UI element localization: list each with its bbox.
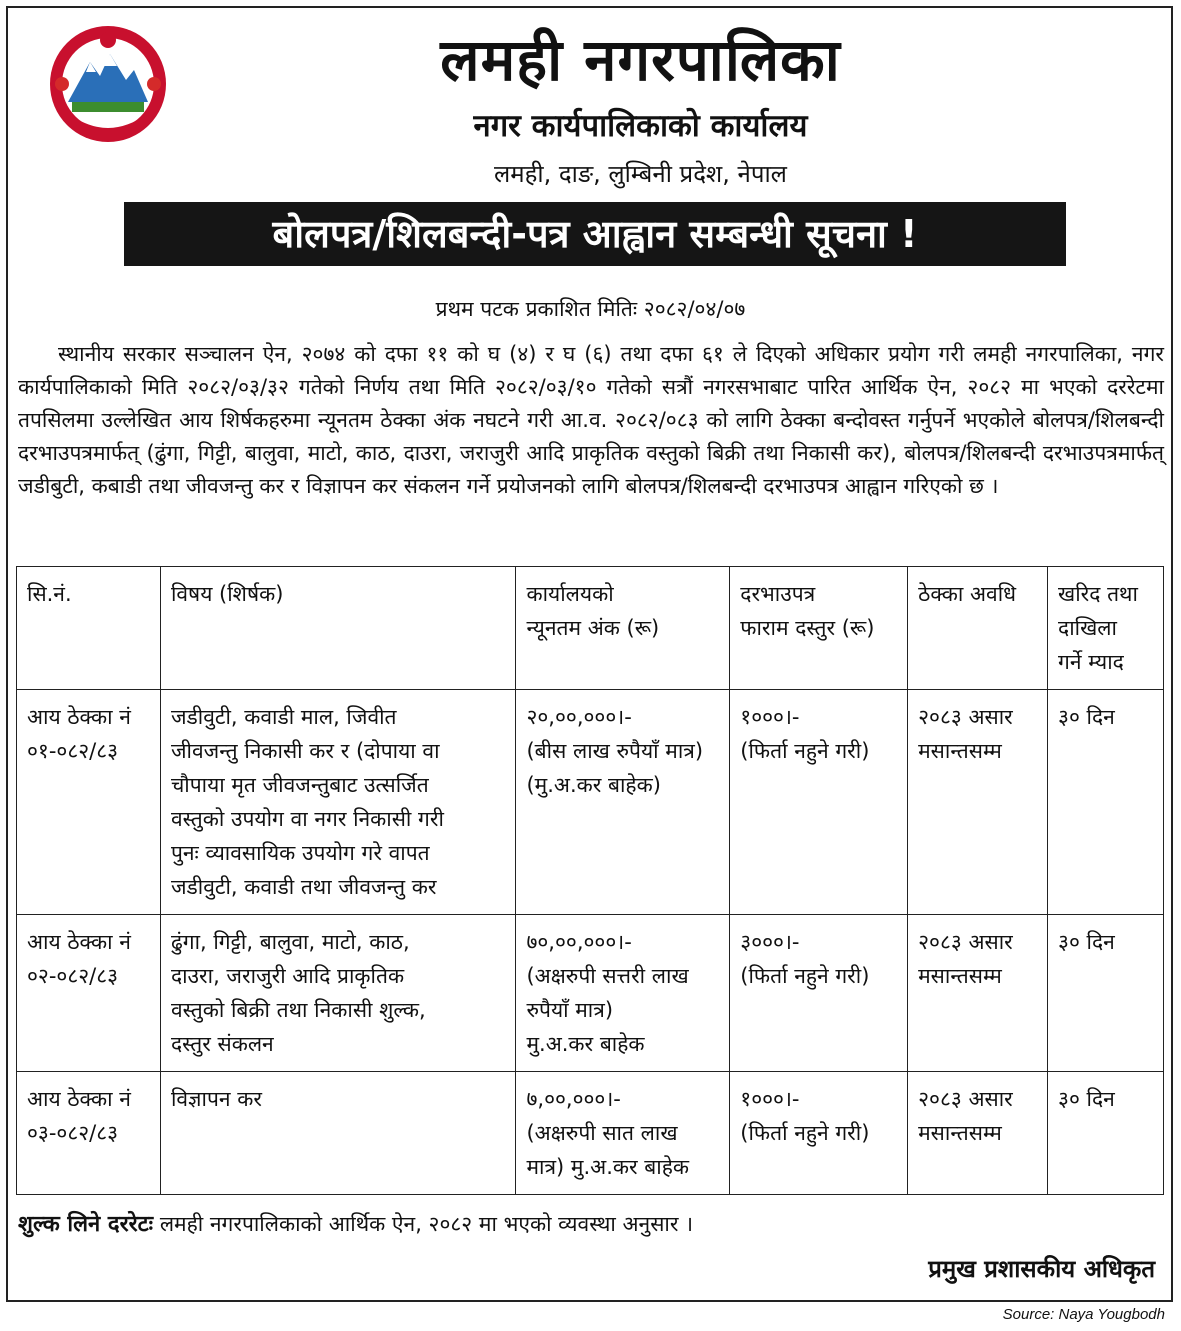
row-min-amount: ७०,००,०००।- (अक्षरुपी सत्तरी लाख रुपैयाँ मात्र) मु.अ.कर बाहेक bbox=[516, 915, 730, 1072]
table-header-row bbox=[17, 567, 1164, 690]
row-deadline: ३० दिन bbox=[1048, 1072, 1164, 1195]
row-subject: ढुंगा, गिट्टी, बालुवा, माटो, काठ, दाउरा, जराजुरी आदि प्राकृतिक वस्तुको बिक्री तथा निकासी शुल्क, दस्तुर संकलन bbox=[160, 915, 516, 1072]
row-deadline: ३० दिन bbox=[1048, 690, 1164, 915]
header-serial: सि.नं. bbox=[17, 567, 161, 690]
row-form-fee: १०००।- (फिर्ता नहुने गरी) bbox=[730, 1072, 908, 1195]
header-period: ठेक्का अवधि bbox=[908, 567, 1048, 690]
rate-text: लमही नगरपालिकाको आर्थिक ऐन, २०८२ मा भएको व्यवस्था अनुसार । bbox=[153, 1212, 694, 1236]
table-row bbox=[17, 690, 1164, 915]
row-form-fee: ३०००।- (फिर्ता नहुने गरी) bbox=[730, 915, 908, 1072]
rate-note bbox=[18, 1208, 693, 1241]
table-row bbox=[17, 915, 1164, 1072]
row-deadline: ३० दिन bbox=[1048, 915, 1164, 1072]
header-form-fee: दरभाउपत्र फाराम दस्तुर (रू) bbox=[730, 567, 908, 690]
municipality-title: लमही नगरपालिका bbox=[440, 26, 841, 94]
header-deadline: खरिद तथा दाखिला गर्ने म्याद bbox=[1048, 567, 1164, 690]
row-subject: जडीवुटी, कवाडी माल, जिवीत जीवजन्तु निकासी कर र (दोपाया वा चौपाया मृत जीवजन्तुबाट उत्सर्जित वस्तुको उपयोग वा नगर निकासी गरी पुनः व्यावसायिक उपयोग गरे वापत जडीवुटी, कवाडी तथा जीवजन्तु कर bbox=[160, 690, 516, 915]
source-credit: Source: Naya Yougbodh bbox=[1002, 1306, 1165, 1323]
header-subject: विषय (शिर्षक) bbox=[160, 567, 516, 690]
row-serial: आय ठेक्का नं ०१-०८२/८३ bbox=[17, 690, 161, 915]
row-period: २०८३ असार मसान्तसम्म bbox=[908, 690, 1048, 915]
header-min-amount: कार्यालयको न्यूनतम अंक (रू) bbox=[516, 567, 730, 690]
row-period: २०८३ असार मसान्तसम्म bbox=[908, 1072, 1048, 1195]
office-subtitle: नगर कार्यपालिकाको कार्यालय bbox=[473, 108, 808, 144]
table-row bbox=[17, 1072, 1164, 1195]
notice-banner: बोलपत्र/शिलबन्दी-पत्र आह्वान सम्बन्धी सूचना ! bbox=[124, 202, 1066, 266]
signatory-title: प्रमुख प्रशासकीय अधिकृत bbox=[928, 1255, 1155, 1283]
rate-label: शुल्क लिने दररेटः bbox=[18, 1212, 154, 1237]
row-serial: आय ठेक्का नं ०२-०८२/८३ bbox=[17, 915, 161, 1072]
nepal-government-emblem-icon bbox=[42, 18, 174, 150]
office-address: लमही, दाङ, लुम्बिनी प्रदेश, नेपाल bbox=[494, 160, 787, 188]
tender-table bbox=[16, 566, 1164, 1195]
notice-body: स्थानीय सरकार सञ्चालन ऐन, २०७४ को दफा ११ को घ (४) र घ (६) तथा दफा ६१ ले दिएको अधिकार प्रयोग गरी लमही नगरपालिका, नगर कार्यपालिकाको मिति २०८२/०३/३२ गतेको निर्णय तथा मिति २०८२/०३/१० गतेको सत्रौं नगरसभाबाट पारित आर्थिक ऐन, २०८२ मा भएको दररेटमा तपसिलमा उल्लेखित आय शिर्षकहरुमा न्यूनतम ठेक्का अंक नघटने गरी आ.व. २०८२/०८३ को लागि ठेक्का बन्दोवस्त गर्नुपर्ने भएकोले बोलपत्र/शिलबन्दी दरभाउपत्रमार्फत् (ढुंगा, गिट्टी, बालुवा, माटो, काठ, दाउरा, जराजुरी आदि प्राकृतिक वस्तुको बिक्री तथा निकासी कर), बोलपत्र/शिलबन्दी दरभाउपत्रमार्फत् जडीबुटी, कबाडी तथा जीवजन्तु कर र विज्ञापन कर संकलन गर्ने प्रयोजनको लागि बोलपत्र/शिलबन्दी दरभाउपत्र आह्वान गरिएको छ । bbox=[18, 342, 1164, 498]
row-form-fee: १०००।- (फिर्ता नहुने गरी) bbox=[730, 690, 908, 915]
publish-date: प्रथम पटक प्रकाशित मितिः २०८२/०४/०७ bbox=[435, 297, 746, 321]
row-period: २०८३ असार मसान्तसम्म bbox=[908, 915, 1048, 1072]
row-min-amount: ७,००,०००।- (अक्षरुपी सात लाख मात्र) मु.अ.कर बाहेक bbox=[516, 1072, 730, 1195]
row-subject: विज्ञापन कर bbox=[160, 1072, 516, 1195]
row-serial: आय ठेक्का नं ०३-०८२/८३ bbox=[17, 1072, 161, 1195]
row-min-amount: २०,००,०००।- (बीस लाख रुपैयाँ मात्र) (मु.अ.कर बाहेक) bbox=[516, 690, 730, 915]
